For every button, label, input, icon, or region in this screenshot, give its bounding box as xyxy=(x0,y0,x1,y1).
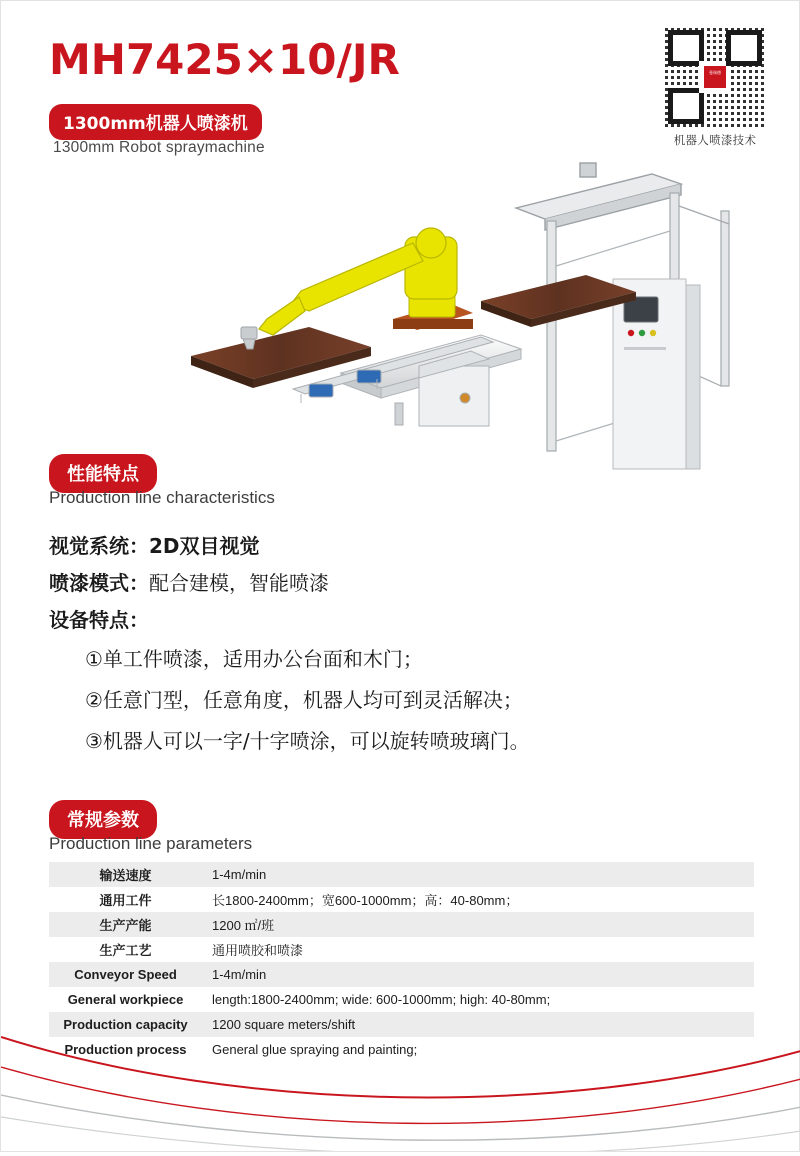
characteristics-body xyxy=(49,528,749,762)
table-row xyxy=(49,912,754,937)
param-value: General glue spraying and painting; xyxy=(202,1037,754,1062)
param-key: 生产工艺 xyxy=(49,937,202,962)
table-row xyxy=(49,862,754,887)
model-en-subtitle: 1300mm Robot spraymachine xyxy=(53,139,265,156)
char-row-vision-value: 2D双目视觉 xyxy=(149,534,260,558)
param-key: 输送速度 xyxy=(49,862,202,887)
param-key: Conveyor Speed xyxy=(49,962,202,987)
char-row-vision-label: 视觉系统： xyxy=(49,534,149,558)
bottom-decoration xyxy=(1,1021,800,1151)
char-row-features xyxy=(49,602,749,639)
table-row xyxy=(49,962,754,987)
char-row-features-label: 设备特点： xyxy=(49,608,149,632)
table-row xyxy=(49,987,754,1012)
param-value: 1-4m/min xyxy=(202,862,754,887)
param-key: Production process xyxy=(49,1037,202,1062)
param-value: 1200 square meters/shift xyxy=(202,1012,754,1037)
param-value: 通用喷胶和喷漆 xyxy=(202,937,754,962)
param-key: 生产产能 xyxy=(49,912,202,937)
char-row-vision xyxy=(49,528,749,565)
char-bullet-1: ①单工件喷漆，适用办公台面和木门； xyxy=(85,647,423,671)
section-en-parameters: Production line parameters xyxy=(49,834,253,853)
robot-spray-machine-illustration xyxy=(181,151,761,481)
section-pill-parameters: 常规参数 xyxy=(49,800,157,839)
char-bullet-2: ②任意门型，任意角度，机器人均可到灵活解决； xyxy=(85,688,523,712)
qr-caption: 机器人喷漆技术 xyxy=(673,135,757,147)
section-pill-characteristics: 性能特点 xyxy=(49,454,157,493)
param-value: 1200 ㎡/班 xyxy=(202,912,754,937)
char-row-mode-label: 喷漆模式： xyxy=(49,571,149,595)
page-title: MH7425×10/JR xyxy=(49,35,400,84)
char-row-mode xyxy=(49,565,749,602)
param-value: length:1800-2400mm; wide: 600-1000mm; high: 40-80mm; xyxy=(202,987,754,1012)
char-row-mode-value: 配合建模，智能喷漆 xyxy=(149,571,329,595)
qr-logo-label: 曼瑞德 xyxy=(704,66,726,88)
param-key: 通用工件 xyxy=(49,887,202,912)
qr-finder-bottom-left xyxy=(668,88,704,124)
param-value: 1-4m/min xyxy=(202,962,754,987)
model-cn-badge: 1300mm机器人喷漆机 xyxy=(49,104,262,140)
param-key: Production capacity xyxy=(49,1012,202,1037)
param-key: General workpiece xyxy=(49,987,202,1012)
table-row xyxy=(49,887,754,912)
qr-code-icon xyxy=(665,27,765,127)
table-row xyxy=(49,937,754,962)
qr-block xyxy=(665,27,765,148)
char-bullet-3: ③机器人可以一字/十字喷涂，可以旋转喷玻璃门。 xyxy=(85,729,530,753)
qr-logo xyxy=(699,61,731,93)
param-value: 长1800-2400mm；宽600-1000mm；高：40-80mm； xyxy=(202,887,754,912)
section-en-characteristics: Production line characteristics xyxy=(49,488,275,507)
